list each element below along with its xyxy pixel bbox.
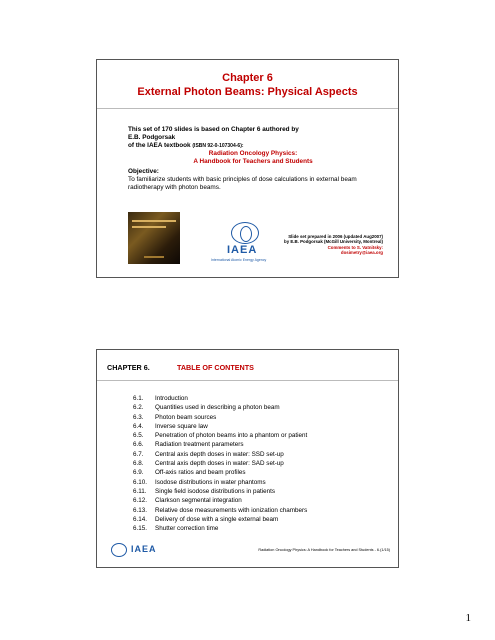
book-title: Radiation Oncology Physics: — [208, 150, 298, 157]
intro-line-2: E.B. Podgorsak — [128, 134, 176, 141]
slide-credits — [281, 234, 383, 256]
toc-item: 6.2. Quantities used in describing a photon beam — [133, 404, 280, 412]
toc-divider — [97, 380, 398, 381]
iaea-logo — [209, 222, 281, 268]
title-divider — [97, 108, 398, 109]
intro-textbook: of the IAEA textbook — [128, 142, 191, 149]
objective-label: Objective: — [128, 168, 159, 175]
atom-globe-icon — [231, 222, 259, 244]
toc-item: 6.14. Delivery of dose with a single external beam — [133, 515, 279, 523]
toc-item: 6.10. Isodose distributions in water phantoms — [133, 478, 266, 486]
credit-email: dosimetry@iaea.org — [340, 250, 383, 256]
iaea-logo-small — [111, 541, 169, 563]
atom-globe-icon — [111, 543, 127, 557]
credit-line-2: by E.B. Podgorsak (McGill University, Montreal) — [284, 239, 383, 245]
toc-item: 6.15. Shutter correction time — [133, 525, 219, 533]
toc-item: 6.13. Relative dose measurements with ionization chambers — [133, 506, 308, 514]
chapter-title: Chapter 6 — [222, 72, 273, 84]
toc-item: 6.7. Central axis depth doses in water: SSD set-up — [133, 450, 284, 458]
toc-item: 6.9. Off-axis ratios and beam profiles — [133, 469, 246, 477]
toc-item: 6.6. Radiation treatment parameters — [133, 441, 244, 449]
toc-item: 6.4. Inverse square law — [133, 422, 208, 430]
toc-item: 6.3. Photon beam sources — [133, 413, 217, 421]
intro-line-3 — [128, 142, 378, 150]
iaea-logo-text: IAEA — [131, 544, 157, 554]
toc-item: 6.1. Introduction — [133, 395, 188, 402]
toc-list — [133, 394, 393, 533]
toc-item: 6.5. Penetration of photon beams into a phantom or patient — [133, 432, 308, 440]
iaea-logo-text: IAEA — [227, 244, 258, 256]
chapter-label: CHAPTER 6. — [107, 363, 150, 372]
slide-footer: Radiation Oncology Physics: A Handbook for Teachers and Students - 6.(1/15) — [258, 548, 390, 552]
chapter-subtitle: External Photon Beams: Physical Aspects — [137, 86, 358, 98]
iaea-logo-subtext: International Atomic Energy Agency — [211, 258, 267, 262]
intro-line-1: This set of 170 slides is based on Chapter 6 authored by — [128, 126, 299, 133]
toc-slide — [96, 349, 399, 568]
credit-line-3: Comments to S. Vatnitsky: — [327, 244, 383, 250]
book-subtitle: A Handbook for Teachers and Students — [193, 158, 313, 165]
toc-heading: TABLE OF CONTENTS — [177, 363, 254, 372]
slide-intro — [128, 126, 378, 192]
objective-text: To familiarize students with basic principles of dose calculations in external beam radiotherapy with photon beams. — [128, 176, 357, 191]
credit-line-1: Slide set prepared in 2006 (updated Aug2007) — [288, 234, 383, 239]
book-cover-image — [128, 212, 180, 264]
page-number: 1 — [465, 612, 471, 624]
toc-item: 6.11. Single field isodose distributions in patients — [133, 487, 276, 495]
toc-item: 6.8. Central axis depth doses in water: SAD set-up — [133, 460, 284, 468]
toc-item: 6.12. Clarkson segmental integration — [133, 497, 242, 505]
title-slide — [96, 59, 399, 278]
intro-isbn: (ISBN 92-0-107304-6): — [192, 143, 244, 149]
